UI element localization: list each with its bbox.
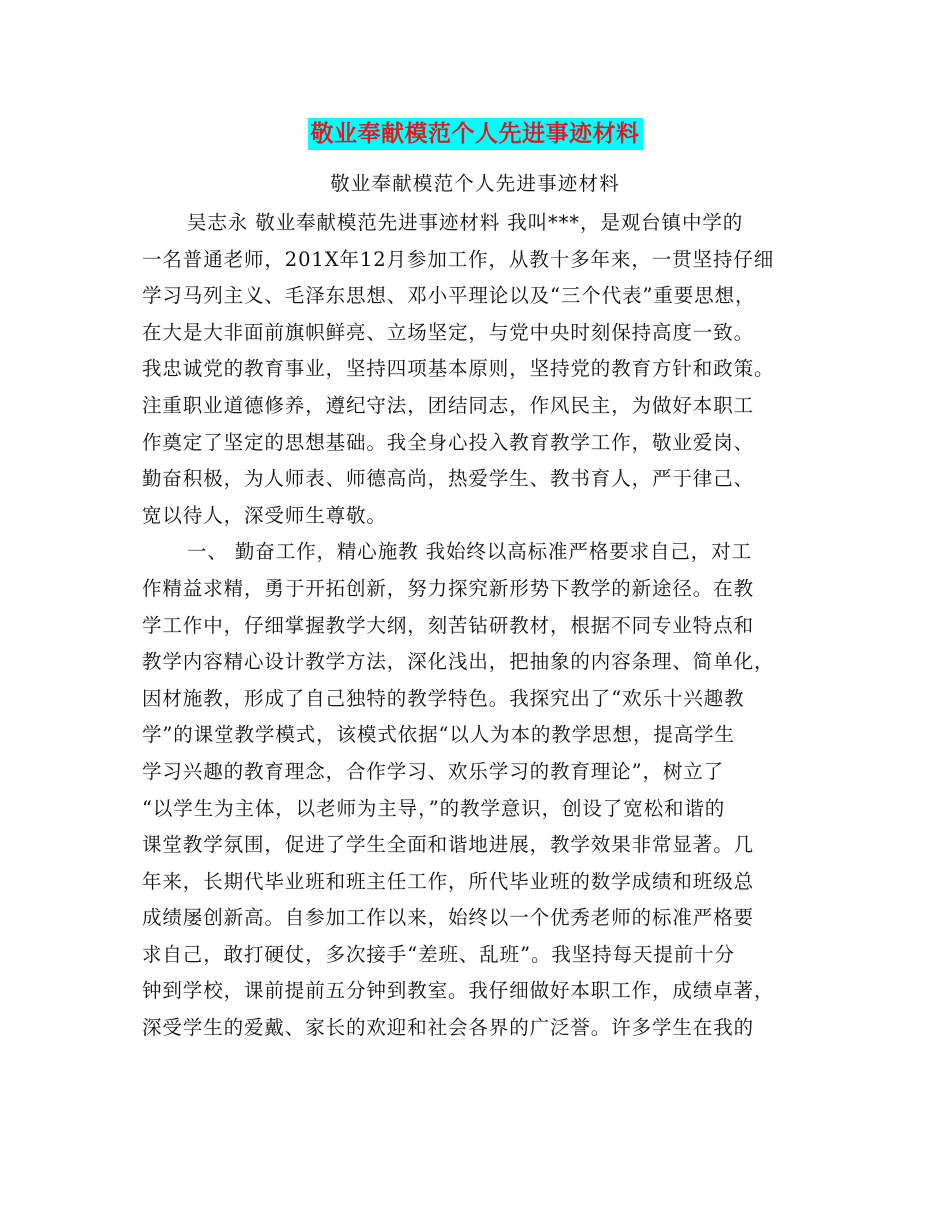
text-line: 学工作中，仔细掌握教学大纲，刻苦钻研教材，根据不同专业特点和 <box>142 613 755 637</box>
document-subtitle: 敬业奉献模范个人先进事迹材料 <box>330 172 620 195</box>
text-line: 吴志永 敬业奉献模范先进事迹材料 我叫***，是观台镇中学的 <box>187 211 744 234</box>
text-line: 一名普通老师，201X年12月参加工作，从教十多年来，一贯坚持仔细 <box>142 247 775 271</box>
text-line: 一、 勤奋工作，精心施教 我始终以高标准严格要求自己，对工 <box>187 540 752 564</box>
text-line: 课堂教学氛围，促进了学生全面和谐地进展，教学效果非常显著。几 <box>142 833 755 857</box>
text-line: 成绩屡创新高。自参加工作以来，始终以一个优秀老师的标准严格要 <box>142 906 755 930</box>
text-line: 作奠定了坚定的思想基础。我全身心投入教育教学工作，敬业爱岗、 <box>142 430 755 454</box>
text-line: 年来，长期代毕业班和班主任工作，所代毕业班的数学成绩和班级总 <box>142 869 755 893</box>
paragraph-1 <box>142 205 810 534</box>
text-line: 作精益求精，勇于开拓创新，努力探究新形势下教学的新途径。在教 <box>142 576 755 600</box>
text-line: 勤奋积极，为人师表、师德高尚，热爱学生、教书育人，严于律己、 <box>142 467 755 491</box>
text-line: 因材施教，形成了自己独特的教学特色。我探究出了“欢乐十兴趣教 <box>142 686 745 710</box>
text-line: 深受学生的爱戴、家长的欢迎和社会各界的广泛誉。许多学生在我的 <box>142 1016 755 1040</box>
document-title-text: 敬业奉献模范个人先进事迹材料 <box>308 118 643 150</box>
text-line: 学习马列主义、毛泽东思想、邓小平理论以及“三个代表”重要思想， <box>142 284 756 308</box>
document-body <box>142 205 810 1047</box>
text-line: 教学内容精心设计教学方法，深化浅出，把抽象的内容条理、简单化， <box>142 650 775 674</box>
document-title <box>0 112 950 150</box>
text-line: 钟到学校，课前提前五分钟到教室。我仔细做好本职工作，成绩卓著， <box>142 979 775 1003</box>
text-line: 我忠诚党的教育事业，坚持四项基本原则，坚持党的教育方针和政策。 <box>142 357 775 381</box>
text-line: 注重职业道德修养，遵纪守法，团结同志，作风民主，为做好本职工 <box>142 393 755 417</box>
text-line: 求自己，敢打硬仗，多次接手“差班、乱班”。我坚持每天提前十分 <box>142 942 735 966</box>
text-line: 宽以待人，深受师生尊敬。 <box>142 503 387 527</box>
paragraph-2 <box>142 534 810 1046</box>
text-line: 在大是大非面前旗帜鲜亮、立场坚定，与党中央时刻保持高度一致。 <box>142 320 755 344</box>
text-line: 学习兴趣的教育理念，合作学习、欢乐学习的教育理论”，树立了 <box>142 759 725 783</box>
text-line: 学”的课堂教学模式，该模式依据“以人为本的教学思想，提高学生 <box>142 723 735 747</box>
text-line: “以学生为主体，以老师为主导，”的教学意识，创设了宽松和谐的 <box>142 796 726 820</box>
